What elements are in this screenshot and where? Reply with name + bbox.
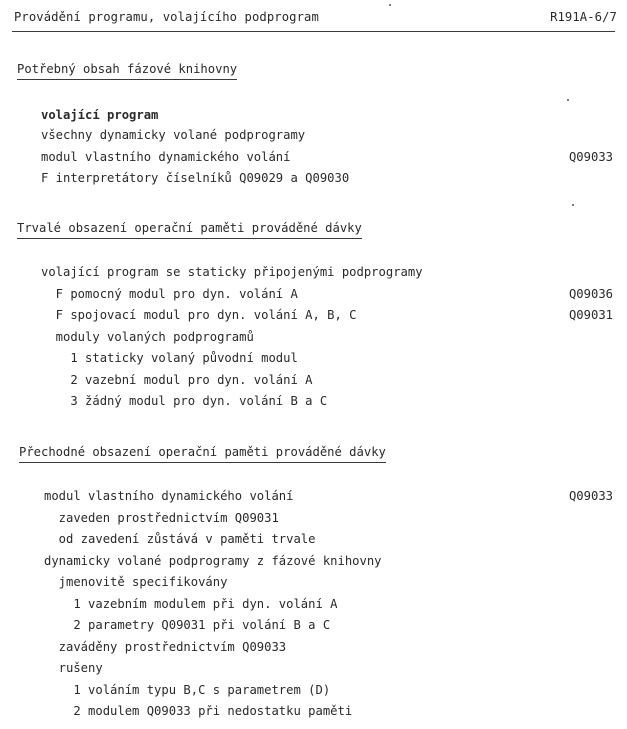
scan-speck <box>389 4 391 6</box>
text-line: moduly volaných podprogramů <box>41 330 254 344</box>
text-line: od zavedení zůstává v paměti trvale <box>44 532 316 546</box>
document-title: Provádění programu, volajícího podprogram <box>14 10 319 24</box>
text-line: 3 žádný modul pro dyn. volání B a C <box>41 394 328 408</box>
text-line: modul vlastního dynamického volání <box>44 489 294 503</box>
scan-speck <box>572 204 574 206</box>
text-line: F pomocný modul pro dyn. volání A <box>41 287 298 301</box>
section-heading-permanent-memory: Trvalé obsazení operační paměti prováděné dávky <box>17 221 362 239</box>
text-line: zaváděny prostřednictvím Q09033 <box>44 640 287 654</box>
module-code: Q09033 <box>568 150 613 164</box>
document-code: R191A-6/7 <box>550 10 617 24</box>
module-code: Q09033 <box>568 489 613 503</box>
text-line: 1 staticky volaný původní modul <box>41 351 298 365</box>
text-line: 2 parametry Q09031 při volání B a C <box>44 618 331 632</box>
text-line: F interpretátory číselníků Q09029 a Q09030 <box>41 171 350 185</box>
module-code: Q09031 <box>568 308 613 322</box>
text-line: všechny dynamicky volané podprogramy <box>41 128 306 142</box>
text-line: volající program <box>41 108 159 122</box>
scan-speck <box>567 99 569 101</box>
text-line: zaveden prostřednictvím Q09031 <box>44 511 279 525</box>
module-code: Q09036 <box>568 287 613 301</box>
text-line: volající program se staticky připojenými podprogramy <box>41 265 423 279</box>
text-line: 2 modulem Q09033 při nedostatku paměti <box>44 704 353 718</box>
text-line: jmenovitě specifikovány <box>44 575 228 589</box>
text-line: 1 vazebním modulem při dyn. volání A <box>44 597 338 611</box>
header-rule <box>12 31 615 32</box>
text-line: 1 voláním typu B,C s parametrem (D) <box>44 683 331 697</box>
text-line: F spojovací modul pro dyn. volání A, B, C <box>41 308 357 322</box>
section-heading-temporary-memory: Přechodné obsazení operační paměti prováděné dávky <box>19 445 386 463</box>
text-line: rušeny <box>44 661 103 675</box>
section-heading-phase-library: Potřebný obsah fázové knihovny <box>17 62 237 80</box>
text-line: 2 vazební modul pro dyn. volání A <box>41 373 313 387</box>
text-line: modul vlastního dynamického volání <box>41 150 291 164</box>
text-line: dynamicky volané podprogramy z fázové knihovny <box>44 554 382 568</box>
